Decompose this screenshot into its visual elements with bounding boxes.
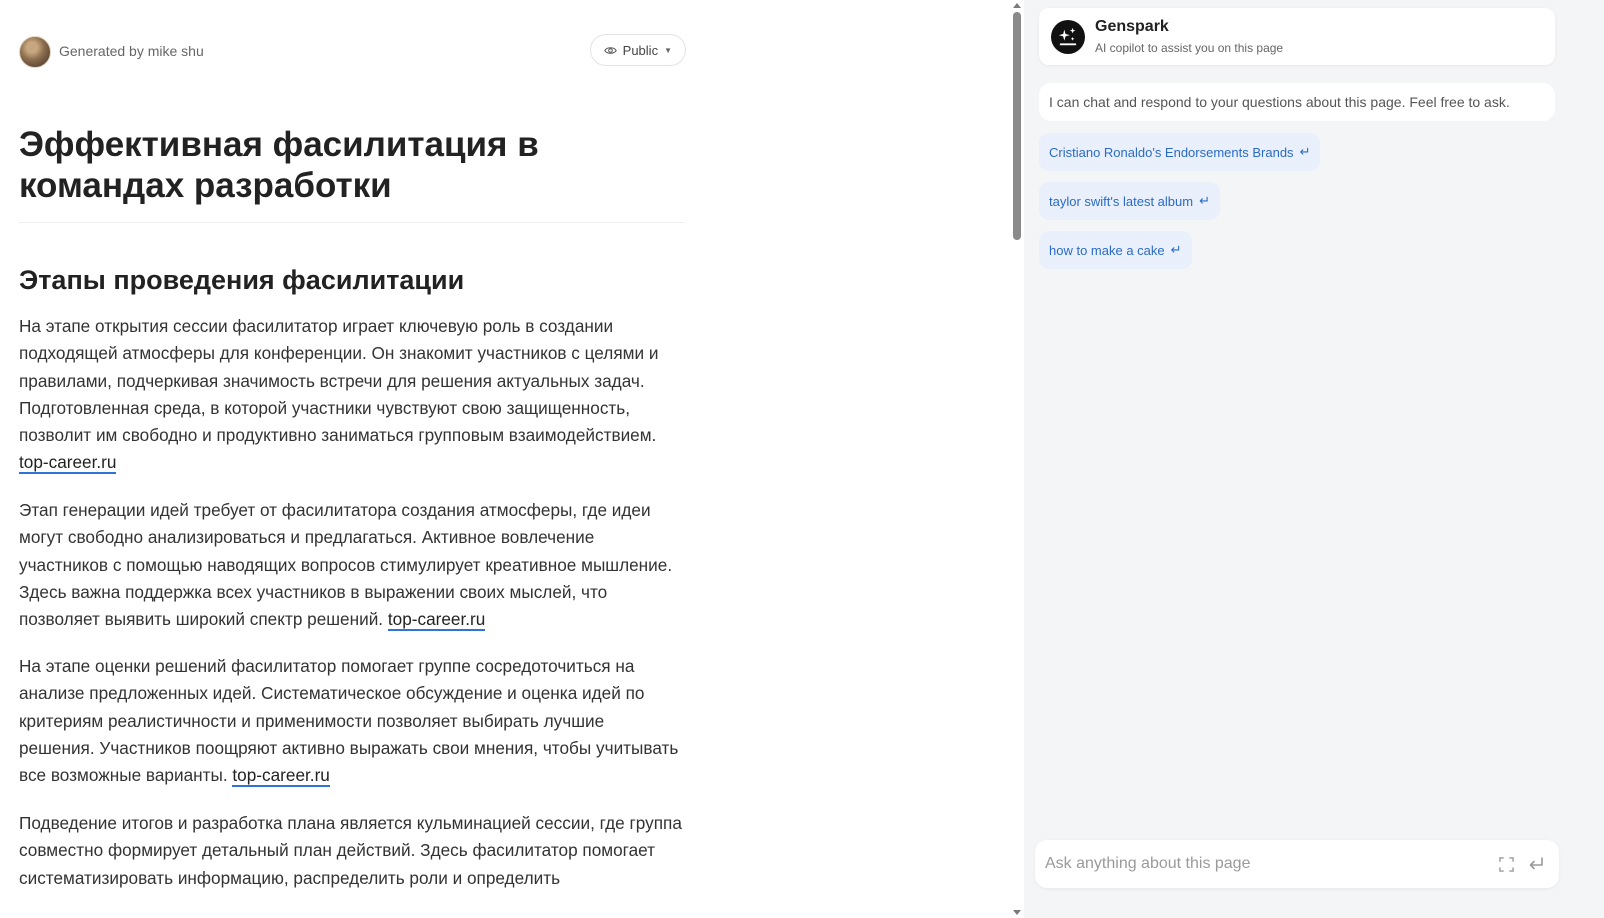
avatar[interactable] (19, 36, 51, 68)
source-link[interactable]: top-career.ru (19, 452, 117, 473)
visibility-button[interactable] (590, 34, 686, 66)
genspark-logo-icon (1051, 20, 1085, 54)
scroll-up-icon[interactable] (1013, 3, 1021, 8)
ask-input[interactable] (1045, 850, 1475, 878)
section-heading: Этапы проведения фасилитации (19, 265, 465, 295)
suggestion-label: Cristiano Ronaldo's Endorsements Brands (1049, 144, 1294, 160)
suggestion-label: taylor swift's latest album (1049, 193, 1194, 209)
suggestion-chip[interactable] (1039, 133, 1320, 171)
page-title: Эффективная фасилитация в командах разработки (19, 124, 684, 223)
suggestion-chip[interactable] (1039, 182, 1220, 220)
paragraph-text: Этап генерации идей требует от фасилитатора создания атмосферы, где идеи могут свободно анализироваться и предлагаться. Активное вовлечение участников с помощью наводящих вопросов стимулирует креативное мышление. Здесь важна поддержка всех участников в выражении своих мыслей, что позволяет выявить широкий спектр решений. (19, 500, 673, 630)
intro-message: I can chat and respond to your questions about this page. Feel free to ask. (1039, 83, 1555, 121)
paragraph-text: Подведение итогов и разработка плана является кульминацией сессии, где группа совместно формирует детальный план действий. Здесь фасилитатор помогает систематизировать информацию, распределить роли и определить (19, 813, 682, 888)
paragraph-3 (19, 653, 684, 789)
expand-icon[interactable] (1499, 857, 1514, 872)
brand-tagline: AI copilot to assist you on this page (1095, 41, 1284, 55)
ask-box (1035, 840, 1559, 888)
suggestion-label: how to make a cake (1049, 242, 1165, 258)
paragraph-4 (19, 810, 684, 892)
return-icon: ↵ (1199, 193, 1210, 208)
eye-icon (604, 44, 617, 57)
author-line: Generated by mike shu (59, 43, 204, 59)
copilot-panel (1024, 0, 1604, 918)
scroll-down-icon[interactable] (1013, 910, 1021, 915)
paragraph-text: На этапе оценки решений фасилитатор помогает группе сосредоточиться на анализе предложенных идей. Систематическое обсуждение и оценка идей по критериям реалистичности и применимости позволяет выбирать лучшие решения. Участников поощряют активно выражать свои мнения, чтобы учитывать все возможные варианты. (19, 656, 679, 786)
visibility-label: Public (622, 42, 659, 58)
paragraph-text: На этапе открытия сессии фасилитатор играет ключевую роль в создании подходящей атмосферы для конференции. Он знакомит участников с целями и правилами, подчеркивая значимость встречи для решения актуальных задач. Подготовленная среда, в которой участники чувствуют свою защищенность, позволит им свободно и продуктивно заниматься групповым взаимодействием. (19, 316, 659, 446)
scrollbar-thumb[interactable] (1013, 12, 1021, 240)
copilot-header (1039, 8, 1555, 65)
author-row (19, 34, 686, 68)
send-icon[interactable] (1527, 855, 1545, 873)
source-link[interactable]: top-career.ru (232, 765, 330, 786)
brand-name: Genspark (1095, 18, 1169, 35)
document-scrollbar[interactable] (1010, 0, 1024, 918)
caret-down-icon: ▼ (664, 45, 672, 55)
return-icon: ↵ (1299, 144, 1311, 159)
source-link[interactable]: top-career.ru (387, 609, 486, 630)
suggestion-chip[interactable] (1039, 231, 1192, 269)
return-icon: ↵ (1170, 242, 1182, 257)
paragraph-1 (19, 313, 684, 477)
paragraph-2 (19, 497, 684, 633)
